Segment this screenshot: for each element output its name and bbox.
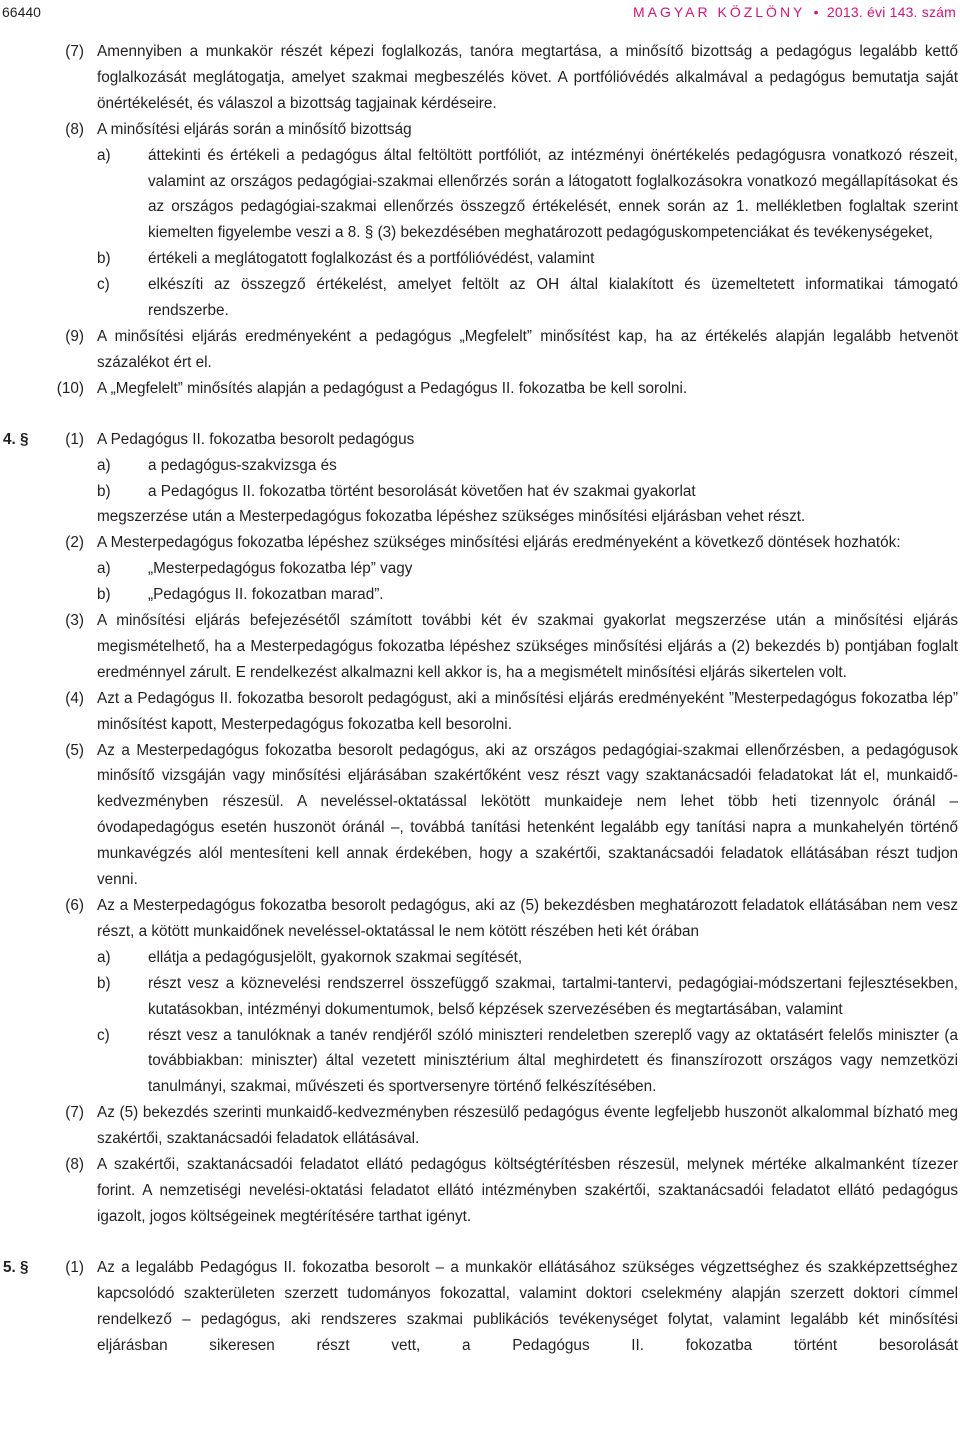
journal-name: MAGYAR KÖZLÖNY <box>632 4 806 20</box>
running-title <box>633 2 956 22</box>
paragraph-text: megszerzése után a Mesterpedagógus fokozatba lépéshez szükséges minősítési eljárásban vehet részt. <box>97 508 806 526</box>
paragraph-number: (7) <box>65 1104 84 1122</box>
list-item <box>0 582 960 608</box>
issue-number: 2013. évi 143. szám <box>826 4 956 20</box>
paragraph-text: Az a legalább Pedagógus II. fokozatba besorolt – a munkakör ellátásához szükséges végzettséghez és szakképzettséghez kapcsolódó szakterületen szerzett tudományos fokozattal, valamint doktori cselekmény alapján szerzett doktori címmel rendelkező – pedagógus, aki rendszeres szakmai publikációs tevékenységet folytat, valamint legalább két minősítési eljárásban sikeresen részt vett, a Pedagógus II. fokozatba történt besorolását <box>97 1258 958 1354</box>
paragraph-number: (3) <box>65 612 84 630</box>
paragraph-number: (5) <box>65 741 84 759</box>
paragraph <box>0 738 960 893</box>
list-item <box>0 945 960 971</box>
paragraph-text: A minősítési eljárás során a minősítő bizottság <box>97 120 412 138</box>
paragraph <box>0 608 960 686</box>
list-item <box>0 143 960 247</box>
list-item-label: a) <box>97 560 111 578</box>
paragraph-number: (10) <box>56 379 84 397</box>
paragraph-number: (4) <box>65 689 84 707</box>
paragraph-number: (1) <box>65 1258 84 1276</box>
page-header <box>0 2 958 22</box>
list-item-text: ellátja a pedagógusjelölt, gyakornok szakmai segítését, <box>148 948 523 966</box>
paragraph-number: (7) <box>65 43 84 60</box>
list-item-label: a) <box>97 456 111 474</box>
list-item <box>0 556 960 582</box>
page-number: 66440 <box>2 4 41 20</box>
paragraph-number: (1) <box>65 430 84 448</box>
list-item-label: b) <box>97 482 111 500</box>
list-item-text: értékeli a meglátogatott foglalkozást és a portfólióvédést, valamint <box>148 250 595 268</box>
paragraph-text: Az a Mesterpedagógus fokozatba besorolt pedagógus, aki az országos pedagógiai-szakmai ellenőrzésben, a pedagógusok minősítő vizsgáján vagy minősítési eljárásában szakértőként vesz részt vagy szaktanácsadói feladatokat lát el, munkaidő-kedvezményben részesül. A neveléssel-oktatással lekötött munkaideje nem lehet több heti tizennyolc óránál – óvodapedagógus esetén huszonöt óránál –, továbbá tanítási hetenként legalább egy tanítási napra a munkahelyén történő munkavégzés alól mentesíteni kell annak érdekében, hogy a szakértői, szaktanácsadói feladatok ellátásában részt tudjon venni. <box>97 741 958 889</box>
paragraph-text: Amennyiben a munkakör részét képezi foglalkozás, tanóra megtartása, a minősítő bizottság a pedagógus legalább kettő foglalkozását meglátogatja, amelyet szakmai megbeszélés követ. A portfólióvédés alkalmával a pedagógus bemutatja saját önértékelését, és válaszol a bizottság tagjainak kérdéseire. <box>97 43 958 112</box>
list-item-text: elkészíti az összegző értékelést, amelyet feltölt az OH által kialakított és üzemeltetett informatikai támogató rendszerbe. <box>148 276 958 320</box>
list-item-label: b) <box>97 250 111 268</box>
paragraph <box>0 376 960 402</box>
list-item <box>0 971 960 1023</box>
list-item <box>0 453 960 479</box>
paragraph-text: A minősítési eljárás befejezésétől számított további két év szakmai gyakorlat megszerzése után a minősítési eljárás megismételhető, ha a Mesterpedagógus fokozatba lépéshez szükséges minősítési eljárás a (2) bekezdés b) pontjában foglalt eredménnyel zárult. E rendelkezést alkalmazni kell akkor is, ha a megismételt minősítési eljárás sikertelen volt. <box>97 612 958 681</box>
section-4 <box>0 427 960 453</box>
list-item-text: részt vesz a köznevelési rendszerrel összefüggő szakmai, tartalmi-tantervi, pedagógiai-módszertani fejlesztésekben, kutatásokban, intézményi dokumentumok, belső képzések szervezésében és megtartásában, valamint <box>148 974 958 1018</box>
paragraph-text: Azt a Pedagógus II. fokozatba besorolt pedagógust, aki a minősítési eljárás eredményeként ”Mesterpedagógus fokozatba lép” minősítést kapott, Mesterpedagógus fokozatba kell besorolni. <box>97 689 958 733</box>
paragraph <box>0 1152 960 1230</box>
list-item-label: c) <box>97 1026 110 1044</box>
list-item-text: részt vesz a tanulóknak a tanév rendjéről szóló miniszteri rendeletben szereplő vagy az oktatásért felelős miniszter (a továbbiakban: miniszter) által vezetett minisztérium által meghirdetett és finanszírozott országos vagy nemzetközi tanulmányi, szakmai, művészeti és sportversenyre történő felkészítésében. <box>148 1026 958 1096</box>
list-item-text: „Pedagógus II. fokozatban marad”. <box>148 586 384 604</box>
section-label: 5. § <box>3 1258 29 1276</box>
list-item-text: áttekinti és értékeli a pedagógus által feltöltött portfóliót, az intézményi önértékelés pedagógusra vonatkozó részeit, valamint az országos pedagógiai-szakmai ellenőrzés során a látogatott foglalkozásokra vonatkozó megállapításokat és az országos pedagógiai-szakmai ellenőrzés összegző értékelését, ennek során az 1. mellékletben foglaltak szerint kiemelten figyelembe veszi a 8. § (3) bekezdésében meghatározott pedagóguskompetenciákat és tevékenységeket, <box>148 146 958 242</box>
list-item-text: a pedagógus-szakvizsga és <box>148 456 337 474</box>
paragraph <box>0 893 960 945</box>
list-item <box>0 246 960 272</box>
paragraph-number: (8) <box>65 1156 84 1174</box>
paragraph-text: A Pedagógus II. fokozatba besorolt pedagógus <box>97 430 415 448</box>
section-5 <box>0 1255 960 1359</box>
section-label: 4. § <box>3 430 29 448</box>
list-item-label: b) <box>97 974 111 992</box>
paragraph-number: (8) <box>65 120 84 138</box>
paragraph-continuation <box>0 504 960 530</box>
list-item <box>0 479 960 505</box>
paragraph-text: A szakértői, szaktanácsadói feladatot ellátó pedagógus költségtérítésben részesül, melynek mértéke alkalmanként tízezer forint. A nemzetiségi nevelési-oktatási feladatot ellátó intézményben szakértői, szaktanácsadói feladatot ellátó pedagógus igazolt, jogos költségeinek megtérítésére tarthat igényt. <box>97 1156 958 1225</box>
paragraph <box>0 117 960 143</box>
list-item-label: a) <box>97 146 111 164</box>
paragraph <box>0 324 960 376</box>
list-item <box>0 272 960 324</box>
paragraph-number: (9) <box>65 327 84 345</box>
list-item <box>0 1023 960 1101</box>
document-body <box>0 39 960 1358</box>
list-item-text: „Mesterpedagógus fokozatba lép” vagy <box>148 560 413 578</box>
list-item-text: a Pedagógus II. fokozatba történt besorolását követően hat év szakmai gyakorlat <box>148 482 696 500</box>
paragraph-number: (2) <box>65 534 84 552</box>
paragraph-text: A Mesterpedagógus fokozatba lépéshez szükséges minősítési eljárás eredményeként a következő döntések hozhatók: <box>97 534 901 552</box>
paragraph <box>0 530 960 556</box>
list-item-label: c) <box>97 276 110 294</box>
bullet-separator: • <box>813 4 819 20</box>
paragraph-text: Az a Mesterpedagógus fokozatba besorolt pedagógus, aki az (5) bekezdésben meghatározott feladatok ellátásában nem vesz részt, a kötött munkaidőnek neveléssel-oktatással le nem kötött részében heti két órában <box>97 897 958 940</box>
paragraph <box>0 39 960 117</box>
list-item-label: b) <box>97 586 111 604</box>
paragraph-number: (6) <box>65 897 84 914</box>
paragraph-text: Az (5) bekezdés szerinti munkaidő-kedvezményben részesülő pedagógus évente legfeljebb huszonöt alkalommal bízható meg szakértői, szaktanácsadói feladatok ellátásával. <box>97 1104 958 1148</box>
paragraph <box>0 1100 960 1152</box>
paragraph <box>0 686 960 738</box>
paragraph-text: A „Megfelelt” minősítés alapján a pedagógust a Pedagógus II. fokozatba be kell sorolni. <box>97 379 688 397</box>
list-item-label: a) <box>97 948 111 966</box>
paragraph-text: A minősítési eljárás eredményeként a pedagógus „Megfelelt” minősítést kap, ha az értékelés alapján legalább hetvenöt százalékot ért el. <box>97 327 958 371</box>
